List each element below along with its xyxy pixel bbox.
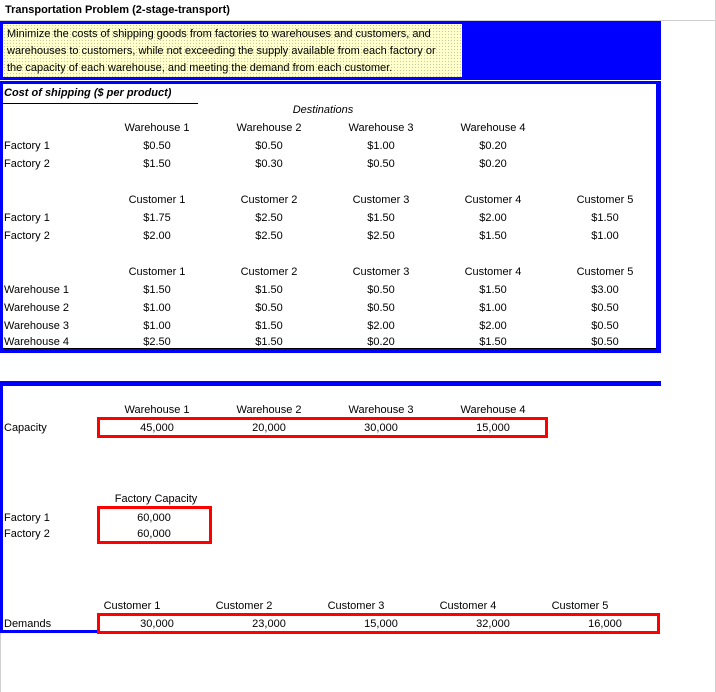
fw-col-header: Warehouse 4 bbox=[460, 122, 526, 134]
fw-cell[interactable]: $0.50 bbox=[367, 158, 395, 170]
wc-cell[interactable]: $1.50 bbox=[255, 320, 283, 332]
capacity-cell[interactable]: 30,000 bbox=[364, 422, 398, 434]
wc-cell[interactable]: $1.00 bbox=[143, 320, 171, 332]
fc-col-header: Customer 1 bbox=[128, 194, 186, 206]
wc-cell[interactable]: $1.50 bbox=[255, 336, 283, 348]
fw-col-header: Warehouse 3 bbox=[348, 122, 414, 134]
cost-heading-underline bbox=[3, 103, 198, 104]
wc-col-header: Customer 2 bbox=[240, 266, 298, 278]
wc-cell[interactable]: $1.50 bbox=[143, 284, 171, 296]
fw-row-label: Factory 1 bbox=[4, 140, 50, 152]
wc-col-header: Customer 4 bbox=[464, 266, 522, 278]
fc-cell[interactable]: $2.00 bbox=[143, 230, 171, 242]
fw-cell[interactable]: $1.00 bbox=[367, 140, 395, 152]
section-left-border bbox=[0, 386, 3, 632]
section-divider bbox=[0, 381, 661, 386]
demands-label: Demands bbox=[4, 618, 52, 630]
fw-cell[interactable]: $0.20 bbox=[479, 158, 507, 170]
fc-cell[interactable]: $1.50 bbox=[367, 212, 395, 224]
fc-cell[interactable]: $1.00 bbox=[591, 230, 619, 242]
fw-cell[interactable]: $1.50 bbox=[143, 158, 171, 170]
wc-col-header: Customer 3 bbox=[352, 266, 410, 278]
fw-col-header: Warehouse 2 bbox=[236, 122, 302, 134]
capacity-col-header: Warehouse 2 bbox=[236, 404, 302, 416]
gridline bbox=[0, 633, 1, 692]
fc-cell[interactable]: $2.50 bbox=[255, 230, 283, 242]
fc-cell[interactable]: $2.00 bbox=[479, 212, 507, 224]
demand-cell[interactable]: 15,000 bbox=[364, 618, 398, 630]
factory-capacity-row-label: Factory 1 bbox=[4, 512, 50, 524]
wc-cell[interactable]: $0.50 bbox=[591, 302, 619, 314]
fc-col-header: Customer 2 bbox=[240, 194, 298, 206]
factory-capacity-cell[interactable]: 60,000 bbox=[137, 528, 171, 540]
fc-col-header: Customer 5 bbox=[576, 194, 634, 206]
wc-cell[interactable]: $2.50 bbox=[143, 336, 171, 348]
wc-cell[interactable]: $0.50 bbox=[367, 302, 395, 314]
description-line-1: Minimize the costs of shipping goods from factories to warehouses and customers, and bbox=[7, 28, 431, 40]
fw-col-header: Warehouse 1 bbox=[124, 122, 190, 134]
wc-col-header: Customer 5 bbox=[576, 266, 634, 278]
wc-cell[interactable]: $1.00 bbox=[143, 302, 171, 314]
wc-row-label: Warehouse 3 bbox=[4, 320, 70, 332]
demand-col-header: Customer 4 bbox=[439, 600, 497, 612]
capacity-col-header: Warehouse 1 bbox=[124, 404, 190, 416]
capacity-label: Capacity bbox=[4, 422, 47, 434]
destinations-label: Destinations bbox=[292, 104, 354, 116]
wc-cell[interactable]: $2.00 bbox=[367, 320, 395, 332]
wc-cell[interactable]: $1.50 bbox=[479, 336, 507, 348]
fc-col-header: Customer 3 bbox=[352, 194, 410, 206]
wc-cell[interactable]: $0.20 bbox=[367, 336, 395, 348]
demand-cell[interactable]: 30,000 bbox=[140, 618, 174, 630]
wc-last-row-underline bbox=[3, 348, 656, 349]
fw-cell[interactable]: $0.30 bbox=[255, 158, 283, 170]
demand-cell[interactable]: 23,000 bbox=[252, 618, 286, 630]
wc-cell[interactable]: $1.50 bbox=[479, 284, 507, 296]
demand-col-header: Customer 3 bbox=[327, 600, 385, 612]
capacity-col-header: Warehouse 4 bbox=[460, 404, 526, 416]
fc-cell[interactable]: $2.50 bbox=[367, 230, 395, 242]
wc-cell[interactable]: $2.00 bbox=[479, 320, 507, 332]
factory-capacity-cell[interactable]: 60,000 bbox=[137, 512, 171, 524]
fc-row-label: Factory 2 bbox=[4, 230, 50, 242]
wc-cell[interactable]: $0.50 bbox=[255, 302, 283, 314]
fw-cell[interactable]: $0.50 bbox=[143, 140, 171, 152]
demand-col-header: Customer 1 bbox=[103, 600, 161, 612]
capacity-col-header: Warehouse 3 bbox=[348, 404, 414, 416]
demand-col-header: Customer 2 bbox=[215, 600, 273, 612]
fw-cell[interactable]: $0.50 bbox=[255, 140, 283, 152]
fc-cell[interactable]: $1.50 bbox=[479, 230, 507, 242]
capacity-cell[interactable]: 20,000 bbox=[252, 422, 286, 434]
fw-row-label: Factory 2 bbox=[4, 158, 50, 170]
description-line-3: the capacity of each warehouse, and meeting the demand from each customer. bbox=[7, 62, 393, 74]
sheet-title: Transportation Problem (2-stage-transport) bbox=[5, 4, 230, 16]
wc-cell[interactable]: $3.00 bbox=[591, 284, 619, 296]
capacity-cell[interactable]: 45,000 bbox=[140, 422, 174, 434]
description-line-2: warehouses to customers, while not exceeding the supply available from each factory or bbox=[7, 45, 436, 57]
wc-cell[interactable]: $0.50 bbox=[367, 284, 395, 296]
cost-table bbox=[3, 84, 656, 349]
description-frame bbox=[0, 21, 661, 80]
cost-heading: Cost of shipping ($ per product) bbox=[4, 87, 172, 99]
wc-row-label: Warehouse 1 bbox=[4, 284, 70, 296]
demand-cell[interactable]: 16,000 bbox=[588, 618, 622, 630]
factory-capacity-row-label: Factory 2 bbox=[4, 528, 50, 540]
wc-cell[interactable]: $0.50 bbox=[591, 336, 619, 348]
fc-row-label: Factory 1 bbox=[4, 212, 50, 224]
fw-cell[interactable]: $0.20 bbox=[479, 140, 507, 152]
demand-cell[interactable]: 32,000 bbox=[476, 618, 510, 630]
fc-col-header: Customer 4 bbox=[464, 194, 522, 206]
capacity-cell[interactable]: 15,000 bbox=[476, 422, 510, 434]
description-cell[interactable] bbox=[3, 24, 462, 77]
factory-capacity-header: Factory Capacity bbox=[114, 493, 198, 505]
cost-table-frame bbox=[0, 81, 661, 353]
demand-col-header: Customer 5 bbox=[551, 600, 609, 612]
wc-row-label: Warehouse 2 bbox=[4, 302, 70, 314]
wc-cell[interactable]: $1.50 bbox=[255, 284, 283, 296]
fc-cell[interactable]: $1.50 bbox=[591, 212, 619, 224]
wc-col-header: Customer 1 bbox=[128, 266, 186, 278]
wc-row-label: Warehouse 4 bbox=[4, 336, 70, 348]
wc-cell[interactable]: $0.50 bbox=[591, 320, 619, 332]
fc-cell[interactable]: $1.75 bbox=[143, 212, 171, 224]
fc-cell[interactable]: $2.50 bbox=[255, 212, 283, 224]
wc-cell[interactable]: $1.00 bbox=[479, 302, 507, 314]
